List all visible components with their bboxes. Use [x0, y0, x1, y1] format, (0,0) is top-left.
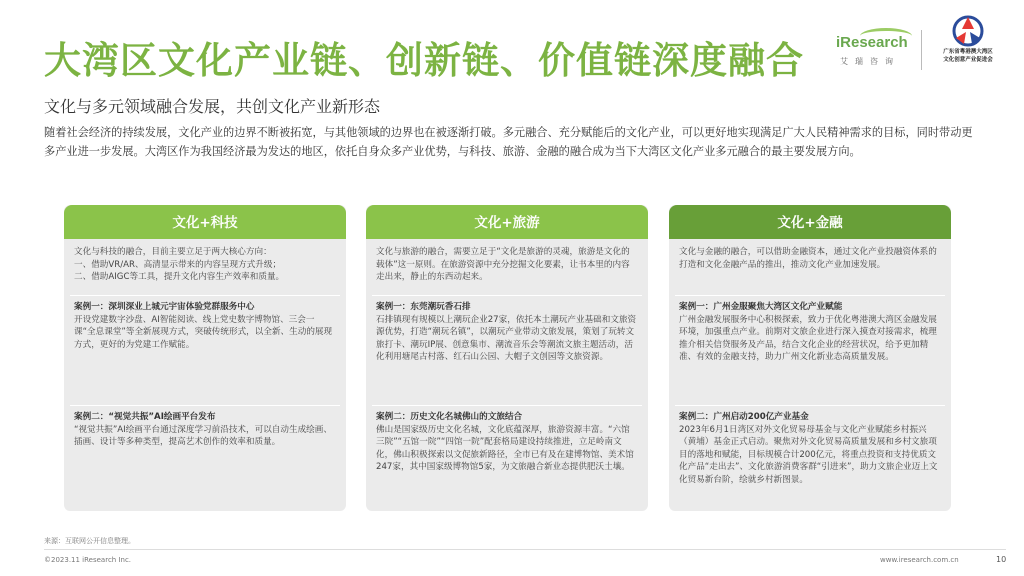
page-subtitle: 文化与多元领域融合发展，共创文化产业新形态 — [44, 97, 381, 116]
card-divider — [372, 405, 642, 406]
case-one-title: 案例一：广州金服聚焦大湾区文化产业赋能 — [679, 302, 843, 312]
card-divider — [372, 295, 642, 296]
case-two-title: 案例二：历史文化名城佛山的文旅结合 — [376, 412, 523, 422]
page-number: 10 — [996, 555, 1007, 564]
case-two — [675, 408, 945, 489]
case-one — [70, 298, 340, 354]
card-header: 文化+旅游 — [366, 205, 648, 239]
card-divider — [675, 295, 945, 296]
iresearch-logo-text: iResearch — [836, 34, 908, 51]
card-divider — [675, 405, 945, 406]
card-divider — [70, 405, 340, 406]
card-culture-finance — [669, 205, 951, 511]
partner-logo — [928, 14, 1008, 74]
case-two-text: “视觉共振”AI绘画平台通过深度学习前沿技术，可以自动生成绘画、插画、设计等多种类型，提高艺术创作的效率和质量。 — [74, 424, 332, 447]
case-one — [372, 298, 642, 367]
partner-logo-line1: 广东省粤港澳大湾区 — [943, 49, 993, 55]
card-header: 文化+金融 — [669, 205, 951, 239]
iresearch-logo — [836, 28, 916, 72]
card-intro: 文化与旅游的融合，需要立足于“文化是旅游的灵魂，旅游是文化的载体”这一原则。在旅游资源中充分挖掘文化要素，让书本里的内容走出来，静止的东西动起来。 — [376, 247, 630, 282]
card-header: 文化+科技 — [64, 205, 346, 239]
partner-logo-line2: 文化创意产业促进会 — [943, 57, 993, 63]
partner-emblem-icon — [951, 14, 985, 48]
card-divider — [70, 295, 340, 296]
case-one-text: 开设党建数字沙盘、AI智能阅读、线上党史数字博物馆、三会一课“全息课堂”等全新展现方式，突破传统形式，以全新、生动的展现方式，更好的为党建工作赋能。 — [74, 314, 333, 350]
card-culture-tourism — [366, 205, 648, 511]
case-one-text: 石排镇现有规模以上潮玩企业27家，依托本土潮玩产业基础和文旅资源优势，打造“潮玩名镇”，以潮玩产业带动文旅发展，策划了玩转文旅打卡、潮玩IP展、创意集市、潮流音乐会等潮流文旅主题活动，活化利用塘尾古村落、红石山公园、大帽子文创园等文旅资源。 — [376, 314, 637, 362]
case-one-title: 案例一：深圳深业上城元宇宙体验党群服务中心 — [74, 302, 255, 312]
card-culture-tech — [64, 205, 346, 511]
source-note: 来源：互联网公开信息整理。 — [44, 537, 135, 545]
case-two — [372, 408, 642, 477]
case-two — [70, 408, 340, 452]
page-title: 大湾区文化产业链、创新链、价值链深度融合 — [44, 39, 804, 82]
website-link[interactable]: www.iresearch.com.cn — [880, 556, 959, 564]
iresearch-logo-subtext: 艾瑞咨询 — [840, 57, 900, 66]
case-one — [675, 298, 945, 367]
intro-paragraph: 随着社会经济的持续发展，文化产业的边界不断被拓宽，与其他领域的边界也在被逐渐打破。多元融合、充分赋能后的文化产业，可以更好地实现满足广大人民精神需求的目标，同时带动更多产业进一步发展。大湾区作为我国经济最为发达的地区，依托自身众多产业优势，与科技、旅游、金融的融合成为当下大湾区文化产业多元融合的最主要发展方向。 — [44, 126, 973, 158]
case-two-title: 案例二：“视觉共振”AI绘画平台发布 — [74, 412, 216, 422]
case-two-title: 案例二：广州启动200亿产业基金 — [679, 412, 809, 422]
footer-divider — [44, 549, 1006, 550]
copyright: ©2023.11 iResearch Inc. — [44, 556, 132, 564]
case-one-title: 案例一：东莞潮玩香石排 — [376, 302, 471, 312]
logo-divider — [921, 30, 922, 70]
case-one-text: 广州金融发展服务中心积极探索，致力于优化粤港澳大湾区金融发展环境，加强重点产业。前期对文旅企业进行深入摸查对接需求，梳理推介相关信贷服务及产品，结合文化企业的经营状况，给予更加精准、有效的金融支持，助力广州文化新业态高质量发展。 — [679, 314, 937, 362]
card-intro: 文化与科技的融合，目前主要立足于两大核心方向： 一、借助VR/AR、高清显示带来的内容呈现方式升级； 二、借助AIGC等工具，提升文化内容生产效率和质量。 — [74, 247, 285, 282]
case-two-text: 佛山是国家级历史文化名城，文化底蕴深厚，旅游资源丰富。“六馆三院”“五馆一院”“四馆一院”配套格局建设持续推进，立足岭南文化，佛山积极探索以文促旅新路径，全市已有及在建博物馆、美术馆247家，其中国家级博物馆5家，为文旅融合新业态提供肥沃土壤。 — [376, 424, 634, 472]
card-intro: 文化与金融的融合，可以借助金融资本，通过文化产业投融资体系的打造和文化金融产品的推出，推动文化产业加速发展。 — [679, 247, 937, 270]
case-two-text: 2023年6月1日湾区对外文化贸易母基金与文化产业赋能乡村振兴（黄埔）基金正式启动。聚焦对外文化贸易高质量发展和乡村文旅项目的落地和赋能，目标规模合计200亿元，将重点投资和支持优质文化产品“走出去”、文化旅游消费客群“引进来”，助力文旅企业迈上文化贸易新台阶，绘就乡村新图景。 — [679, 424, 938, 485]
